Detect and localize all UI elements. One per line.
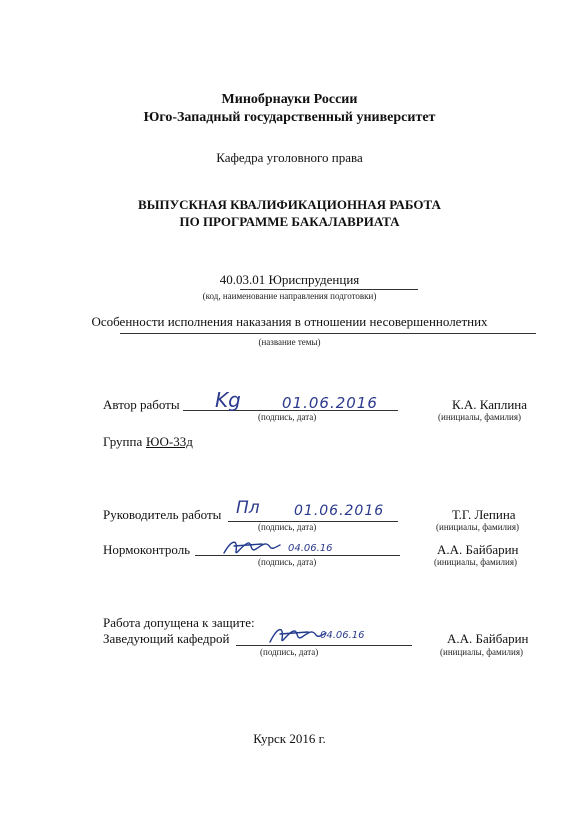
normcontrol-name-caption: (инициалы, фамилия) xyxy=(434,557,517,567)
normcontrol-signature xyxy=(222,535,282,559)
author-signature: Kg xyxy=(215,388,241,412)
admission-signature xyxy=(268,622,328,648)
specialty-value: 40.03.01 Юриспруденция xyxy=(219,272,360,287)
admission-label: Работа допущена к защите: xyxy=(103,615,255,630)
author-name-caption: (инициалы, фамилия) xyxy=(438,412,521,422)
supervisor-sign-caption: (подпись, дата) xyxy=(258,522,317,532)
department-name: Кафедра уголовного права xyxy=(216,150,363,165)
author-label: Автор работы xyxy=(103,397,180,412)
admission-sign-date: 04.06.16 xyxy=(320,630,365,641)
topic-underline xyxy=(120,333,536,334)
topic-value: Особенности исполнения наказания в отношении несовершеннолетних xyxy=(91,314,488,329)
supervisor-signature: Пл xyxy=(236,498,260,518)
normcontrol-sign-caption: (подпись, дата) xyxy=(258,557,317,567)
head-of-department-label: Заведующий кафедрой xyxy=(103,631,230,646)
author-sign-caption: (подпись, дата) xyxy=(258,412,317,422)
admission-sign-caption: (подпись, дата) xyxy=(260,647,319,657)
normcontrol-label: Нормоконтроль xyxy=(103,542,191,557)
group-label: Группа xyxy=(103,434,143,449)
work-title-line2: ПО ПРОГРАММЕ БАКАЛАВРИАТА xyxy=(179,214,400,229)
group-value: ЮО-33д xyxy=(146,434,193,449)
specialty-caption: (код, наименование направления подготовки) xyxy=(202,291,377,301)
supervisor-label: Руководитель работы xyxy=(103,507,222,522)
topic-caption: (название темы) xyxy=(258,337,321,347)
normcontrol-sign-date: 04.06.16 xyxy=(288,543,333,554)
place-and-year: Курск 2016 г. xyxy=(253,731,326,746)
supervisor-sign-date: 01.06.2016 xyxy=(294,503,385,519)
specialty-underline xyxy=(240,289,418,290)
ministry-name: Минобрнауки России xyxy=(221,92,358,107)
author-name: К.А. Каплина xyxy=(452,397,528,412)
work-title-line1: ВЫПУСКНАЯ КВАЛИФИКАЦИОННАЯ РАБОТА xyxy=(138,197,441,212)
normcontrol-name: А.А. Байбарин xyxy=(437,542,519,557)
supervisor-name-caption: (инициалы, фамилия) xyxy=(436,522,519,532)
author-sign-date: 01.06.2016 xyxy=(282,394,378,412)
admission-name: А.А. Байбарин xyxy=(447,631,529,646)
supervisor-name: Т.Г. Лепина xyxy=(452,507,516,522)
university-name: Юго-Западный государственный университет xyxy=(143,110,436,125)
admission-name-caption: (инициалы, фамилия) xyxy=(440,647,523,657)
